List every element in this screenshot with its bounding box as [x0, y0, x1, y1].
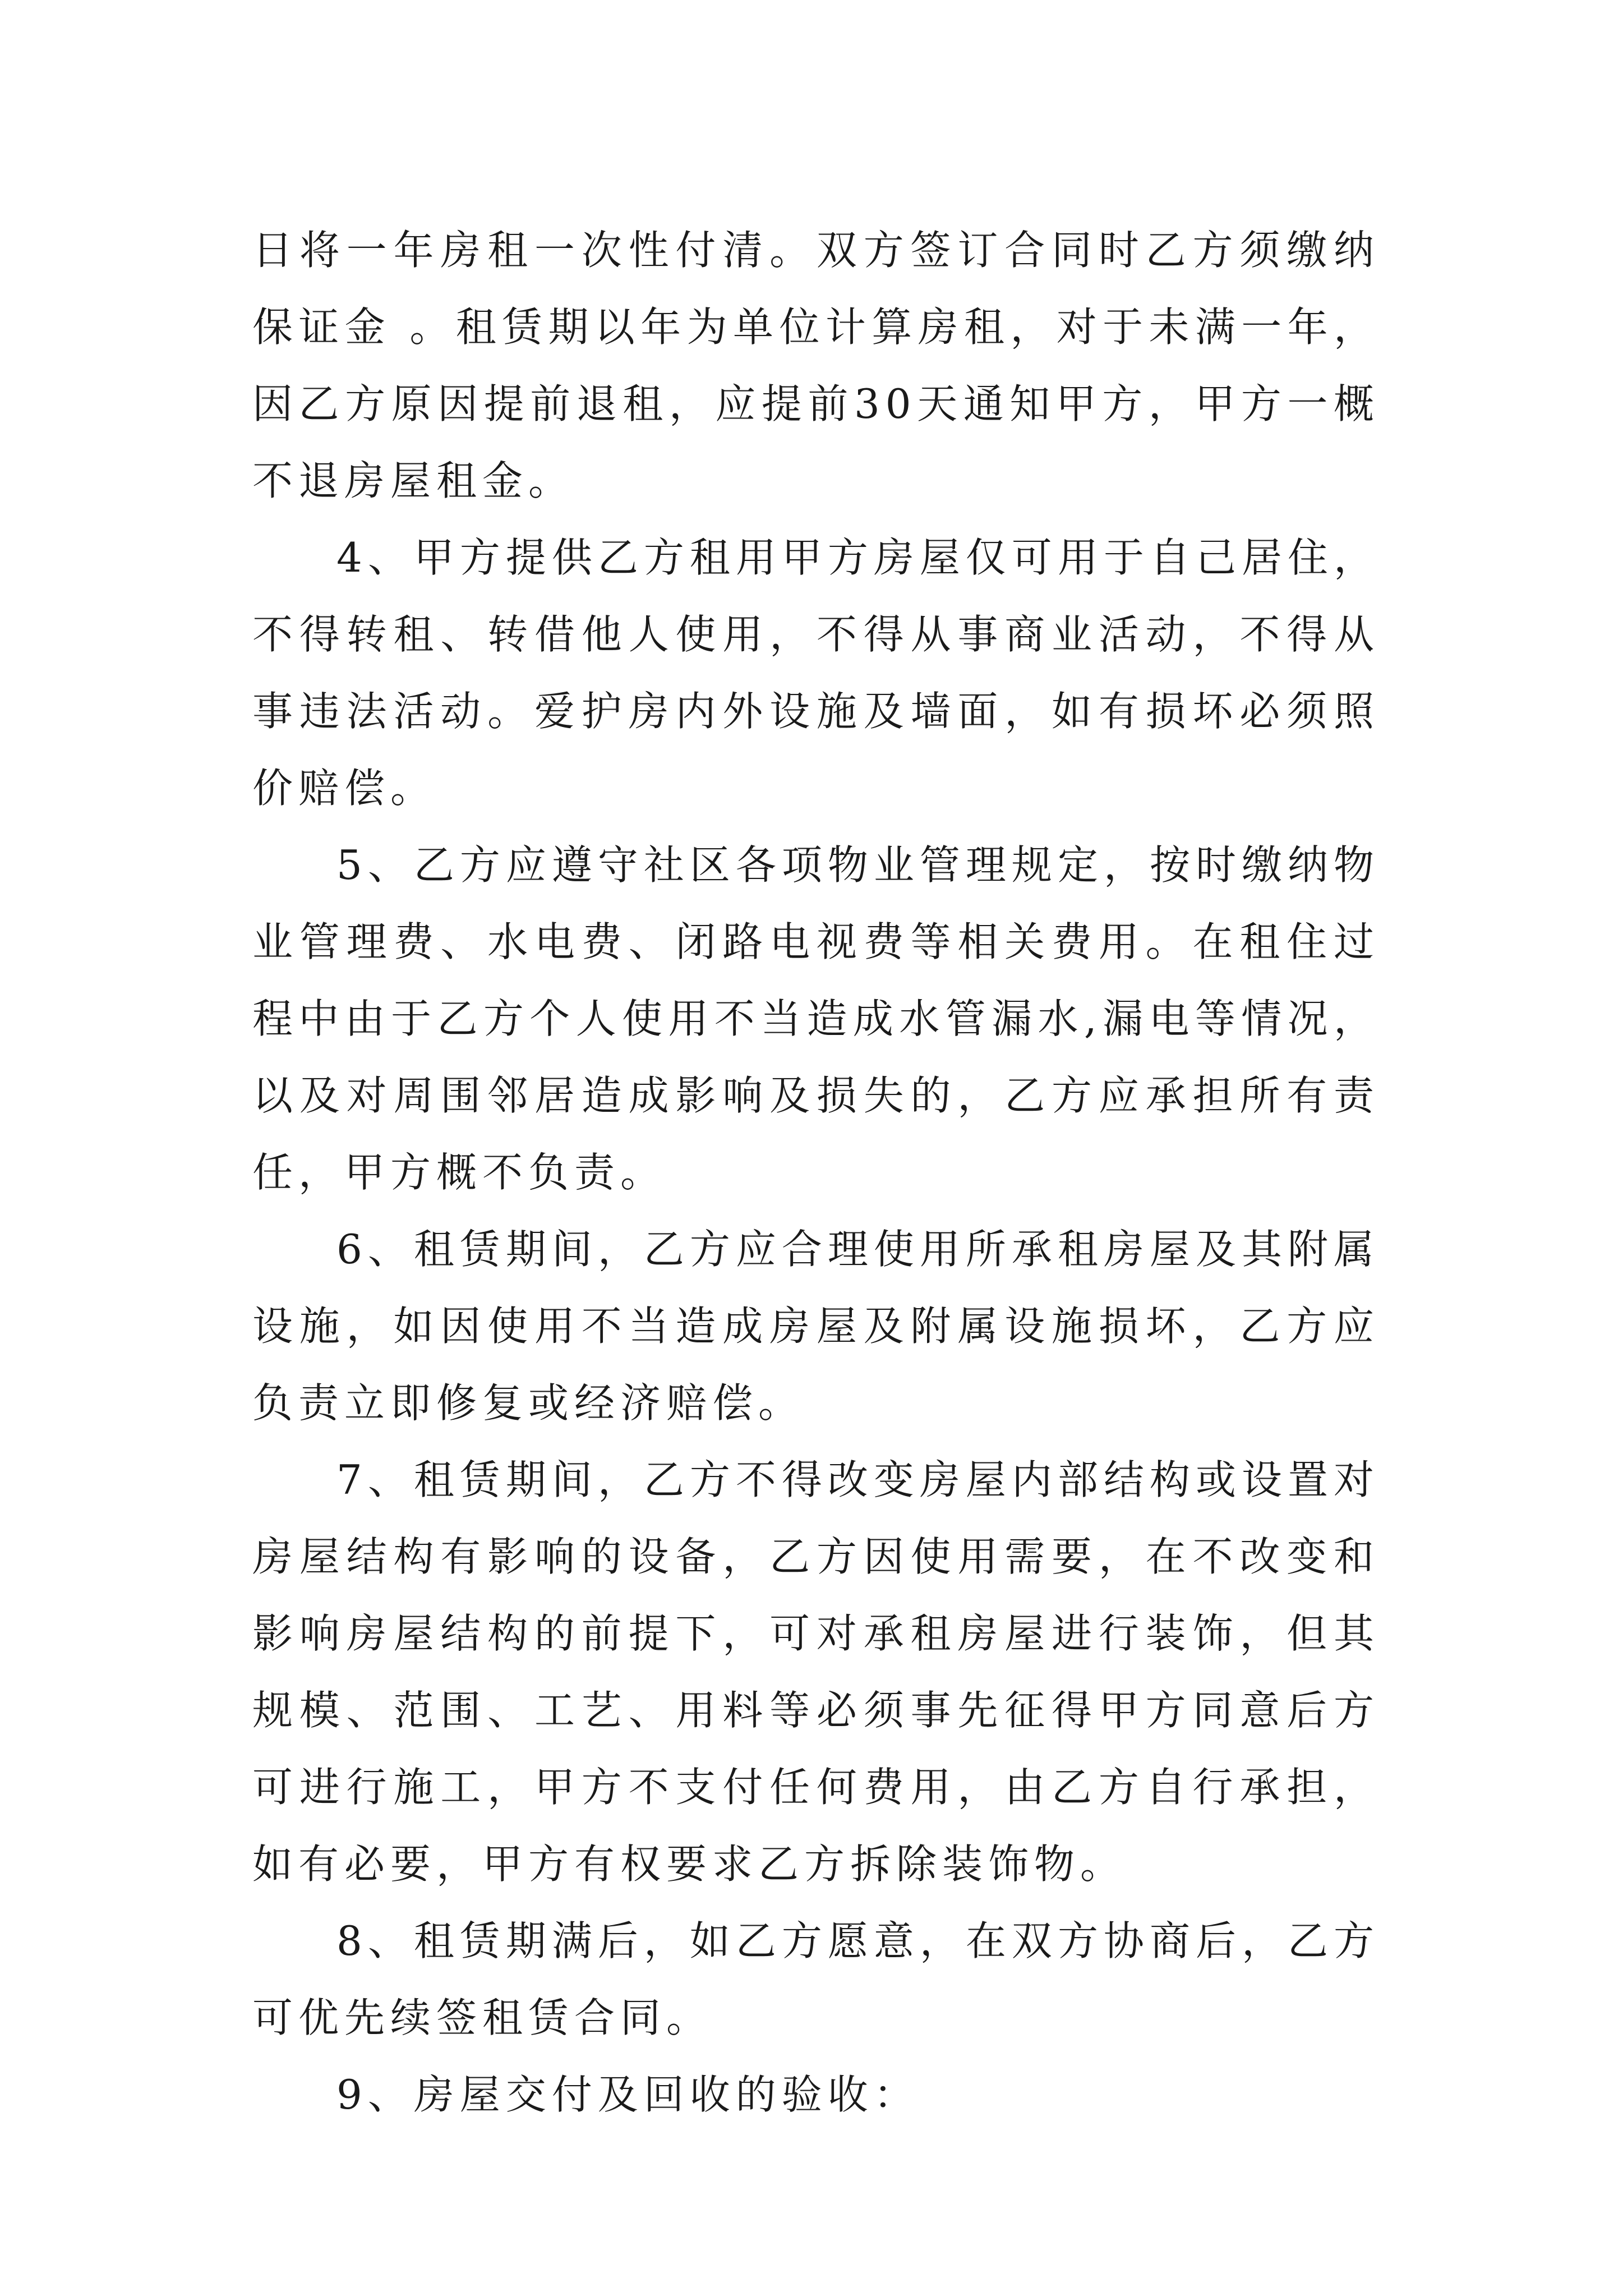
paragraph-clause-9: 9、房屋交付及回收的验收：	[336, 2071, 920, 2118]
document-body	[252, 212, 1380, 2133]
paragraph-clause-8: 8、租赁期满后，如乙方愿意，在双方协商后，乙方可优先续签租赁合同。	[252, 1917, 1380, 2041]
paragraph-clause-5: 5、乙方应遵守社区各项物业管理规定，按时缴纳物业管理费、水电费、闭路电视费等相关费用。在租住过程中由于乙方个人使用不当造成水管漏水,漏电等情况，以及对周围邻居造成影响及损失的，乙方应承担所有责任，甲方概不负责。	[252, 841, 1380, 1196]
paragraph-rent-payment: 日将一年房租一次性付清。双方签订合同时乙方须缴纳 保证金 。租赁期以年为单位计算房租，对于未满一年，因乙方原因提前退租，应提前30天通知甲方，甲方一概不退房屋租金。	[252, 227, 1380, 504]
paragraph-clause-7: 7、租赁期间，乙方不得改变房屋内部结构或设置对房屋结构有影响的设备，乙方因使用需要，在不改变和影响房屋结构的前提下，可对承租房屋进行装饰，但其规模、范围、工艺、用料等必须事先征得甲方同意后方可进行施工，甲方不支付任何费用，由乙方自行承担，如有必要，甲方有权要求乙方拆除装饰物。	[252, 1456, 1380, 1888]
paragraph-clause-4: 4、甲方提供乙方租用甲方房屋仅可用于自己居住，不得转租、转借他人使用，不得从事商业活动，不得从事违法活动。爱护房内外设施及墙面，如有损坏必须照价赔偿。	[252, 534, 1380, 812]
paragraph-clause-6: 6、租赁期间，乙方应合理使用所承租房屋及其附属设施，如因使用不当造成房屋及附属设施损坏，乙方应负责立即修复或经济赔偿。	[252, 1226, 1380, 1427]
